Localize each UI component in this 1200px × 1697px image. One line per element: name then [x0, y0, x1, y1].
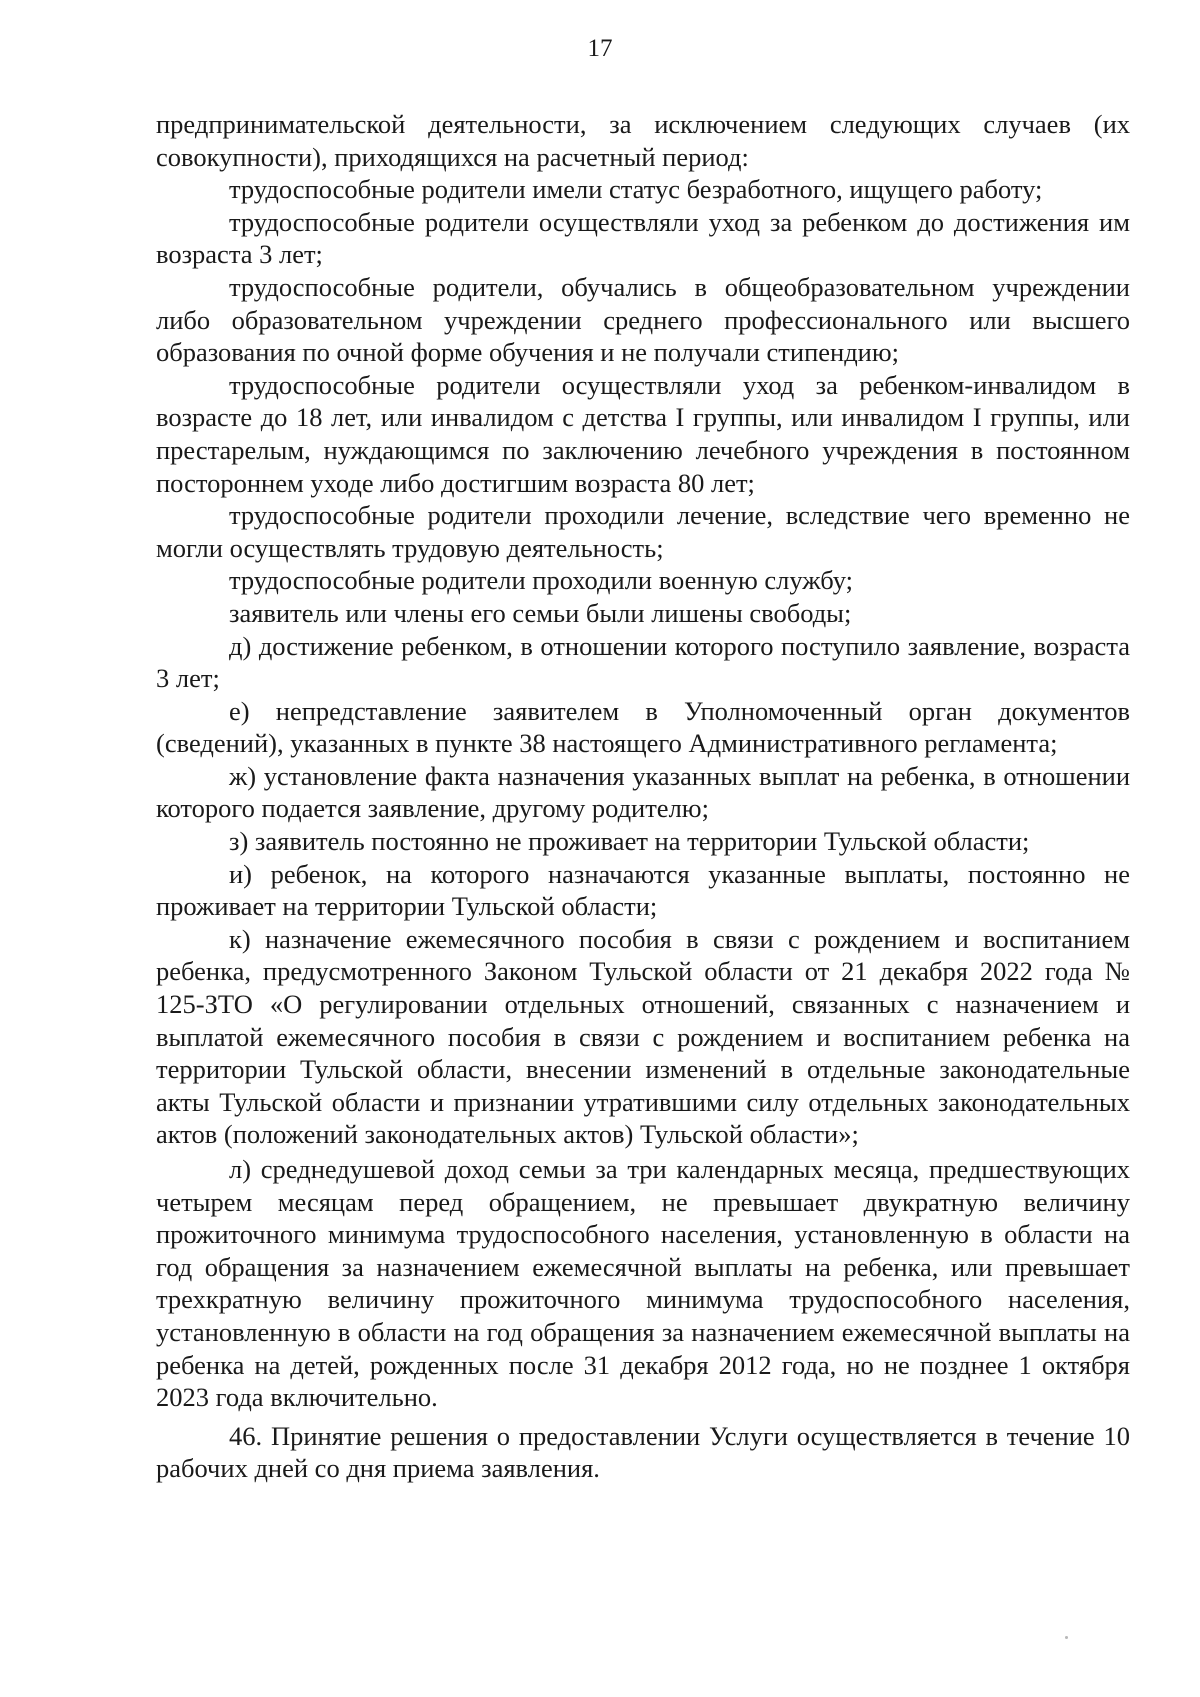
- paragraph-46: 46. Принятие решения о предоставлении Услуги осуществляется в течение 10 рабочих дней со дня приема заявления.: [156, 1420, 1130, 1484]
- paragraph-item-l: л) среднедушевой доход семьи за три календарных месяца, предшествующих четырем месяцам перед обращением, не превышает двукратную величину прожиточного минимума трудоспособного населения, установленную в области на год обращения за назначением ежемесячной выплаты на ребенка, или превышает трехкратную величину прожиточного минимума трудоспособного населения, установленную в области на год обращения за назначением ежемесячной выплаты на ребенка на детей, рожденных после 31 декабря 2012 года, но не позднее 1 октября 2023 года включительно.: [156, 1154, 1130, 1413]
- paragraph-imprisonment: заявитель или члены его семьи были лишены свободы;: [229, 597, 852, 628]
- paragraph-item-i: и) ребенок, на которого назначаются указанные выплаты, постоянно не проживает на территории Тульской области;: [156, 858, 1130, 922]
- paragraph-treatment: трудоспособные родители проходили лечение, вследствие чего временно не могли осуществлять трудовую деятельность;: [156, 500, 1130, 563]
- paragraph-continuation: предпринимательской деятельности, за исключением следующих случаев (их совокупности), приходящихся на расчетный период:: [156, 109, 1130, 172]
- paragraph-item-k: к) назначение ежемесячного пособия в связи с рождением и воспитанием ребенка, предусмотренного Законом Тульской области от 21 декабря 2022 года № 125-ЗТО «О регулировании отдельных отношений, связанных с назначением и выплатой ежемесячного пособия в связи с рождением и воспитанием ребенка на территории Тульской области, внесении изменений в отдельные законодательные акты Тульской области и признании утратившими силу отдельных законодательных актов (положений законодательных актов) Тульской области»;: [156, 923, 1130, 1150]
- paragraph-item-e: е) непредставление заявителем в Уполномоченный орган документов (сведений), указанных в пункте 38 настоящего Административного регламента;: [156, 695, 1130, 759]
- paragraph-military-service: трудоспособные родители проходили военную службу;: [229, 565, 854, 596]
- paragraph-education: трудоспособные родители, обучались в общеобразовательном учреждении либо образовательном учреждении среднего профессионального или высшего образования по очной форме обучения и не получали стипендию;: [156, 271, 1130, 368]
- paragraph-item-z: з) заявитель постоянно не проживает на территории Тульской области;: [229, 826, 1030, 857]
- paragraph-item-zh: ж) установление факта назначения указанных выплат на ребенка, в отношении которого подается заявление, другому родителю;: [156, 760, 1130, 824]
- paragraph-unemployed: трудоспособные родители имели статус безработного, ищущего работу;: [229, 174, 1043, 205]
- document-body: [156, 108, 1130, 1485]
- paragraph-item-d: д) достижение ребенком, в отношении которого поступило заявление, возраста 3 лет;: [156, 630, 1130, 694]
- scan-speck: [1065, 1636, 1068, 1639]
- page-number: 17: [587, 35, 613, 62]
- paragraph-disabled-care: трудоспособные родители осуществляли уход за ребенком-инвалидом в возрасте до 18 лет, или инвалидом с детства I группы, или инвалидом I группы, или престарелым, нуждающимся по заключению лечебного учреждения в постоянном постороннем уходе либо достигшим возраста 80 лет;: [156, 369, 1130, 498]
- paragraph-child-care: трудоспособные родители осуществляли уход за ребенком до достижения им возраста 3 лет;: [156, 206, 1130, 270]
